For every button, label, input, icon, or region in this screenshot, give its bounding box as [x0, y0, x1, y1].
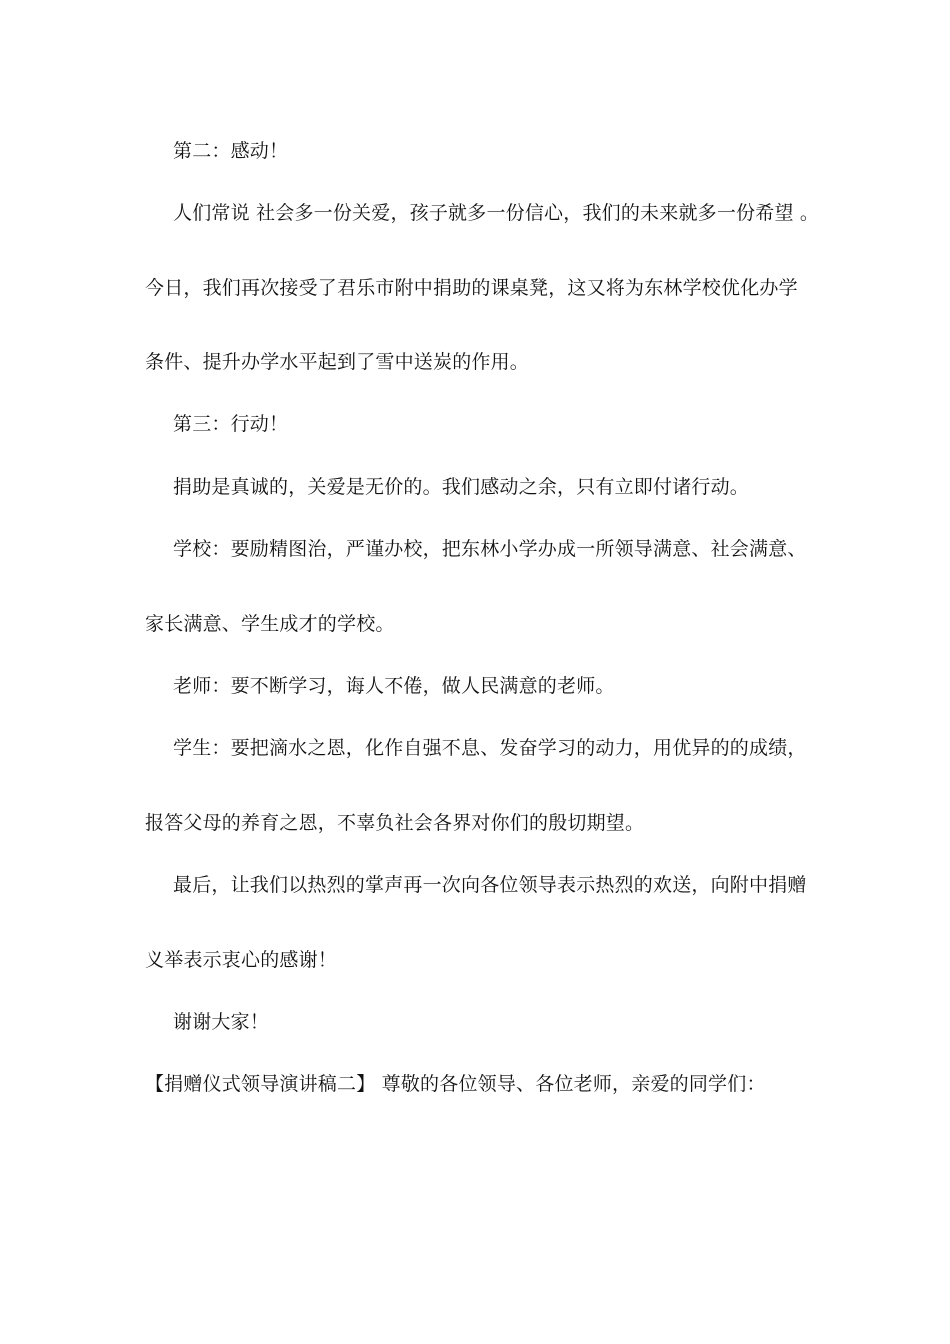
paragraph-line: 学生：要把滴水之恩，化作自强不息、发奋学习的动力，用优异的的成绩， — [173, 737, 807, 759]
paragraph-line: 谢谢大家！ — [173, 1011, 270, 1033]
paragraph-line: 捐助是真诚的，关爱是无价的。我们感动之余，只有立即付诸行动。 — [173, 476, 750, 498]
paragraph-line: 义举表示衷心的感谢！ — [145, 949, 338, 971]
section-heading-line: 【捐赠仪式领导演讲稿二】 尊敬的各位领导、各位老师，亲爱的同学们： — [145, 1073, 766, 1095]
paragraph-line: 最后，让我们以热烈的掌声再一次向各位领导表示热烈的欢送，向附中捐赠 — [173, 874, 807, 896]
paragraph-line: 报答父母的养育之恩，不辜负社会各界对你们的殷切期望。 — [145, 812, 645, 834]
paragraph-line: 今日，我们再次接受了君乐市附中捐助的课桌凳，这又将为东林学校优化办学 — [145, 277, 798, 299]
paragraph-line: 学校：要励精图治，严谨办校，把东林小学办成一所领导满意、社会满意、 — [173, 538, 807, 560]
paragraph-line: 条件、提升办学水平起到了雪中送炭的作用。 — [145, 351, 530, 373]
paragraph-line: 人们常说 社会多一份关爱，孩子就多一份信心，我们的未来就多一份希望 。 — [173, 202, 820, 224]
paragraph-line: 老师：要不断学习，诲人不倦，做人民满意的老师。 — [173, 675, 615, 697]
paragraph-line: 第二：感动！ — [173, 140, 289, 162]
paragraph-line: 第三：行动！ — [173, 413, 289, 435]
paragraph-line: 家长满意、学生成才的学校。 — [145, 613, 395, 635]
